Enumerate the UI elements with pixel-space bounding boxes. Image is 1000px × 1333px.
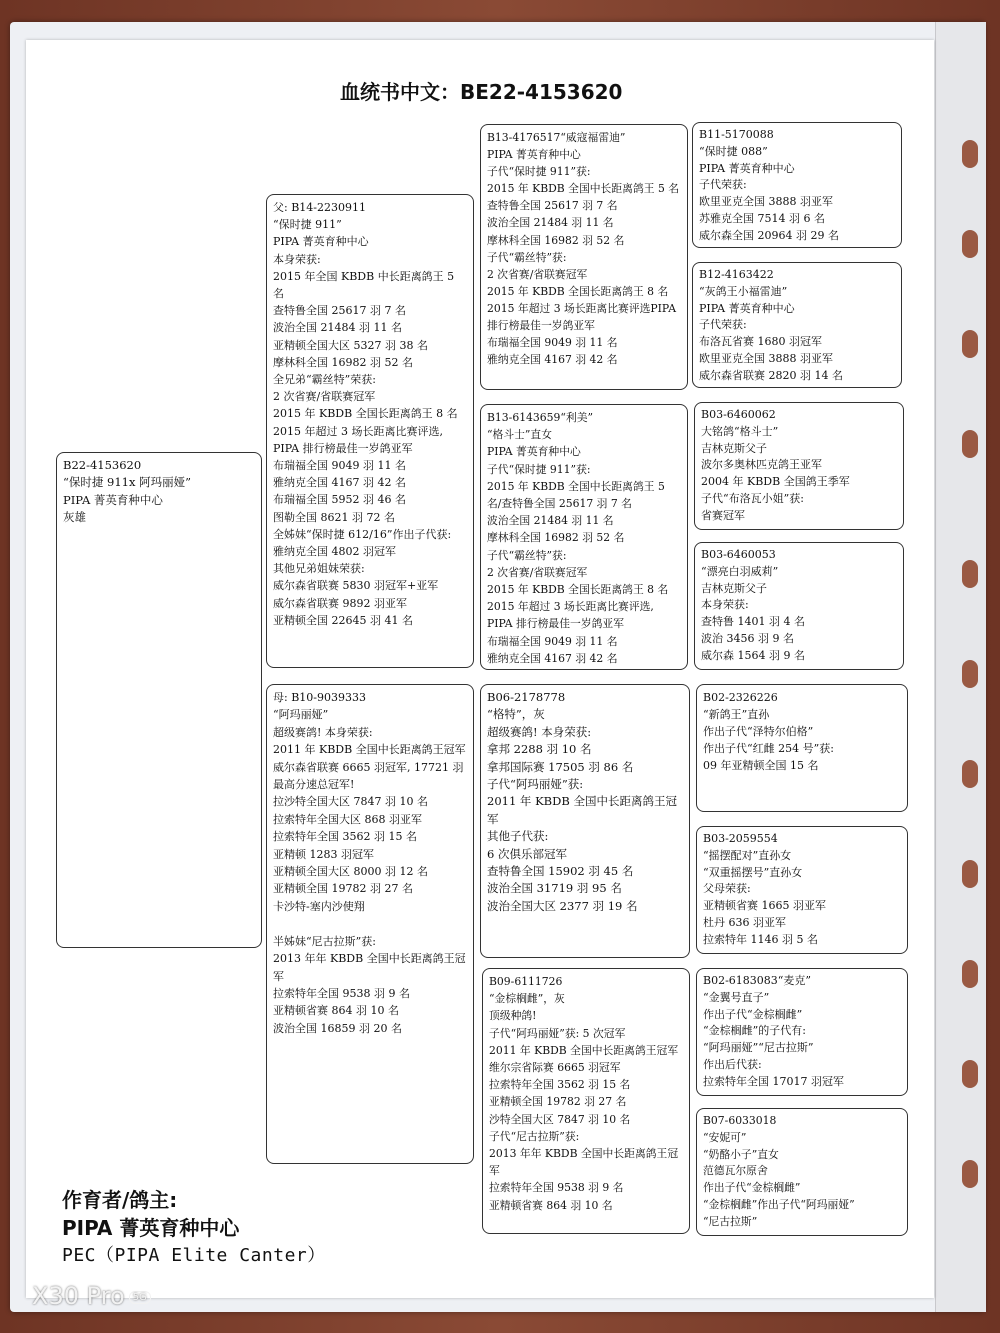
pedigree-line: 威尔森省联赛 5830 羽冠军+亚军 [273, 579, 439, 593]
pedigree-line: 布瑞福全国 9049 羽 11 名 [487, 634, 618, 648]
pedigree-line: B02-2326226 [703, 691, 778, 704]
binder-hole [962, 1060, 978, 1088]
pedigree-line: 欧里亚克全国 3888 羽亚军 [699, 195, 833, 209]
pedigree-line: 欧里亚克全国 3888 羽亚军 [699, 351, 833, 365]
pedigree-line: “格特”，灰 [487, 707, 545, 722]
pedigree-line: “阿玛丽娅” [273, 708, 329, 722]
pedigree-line: B03-6460053 [701, 548, 776, 561]
binder-hole [962, 560, 978, 588]
pedigree-line: 6 次俱乐部冠军 [487, 846, 567, 861]
pedigree-line: 子代“尼古拉斯”获: [489, 1129, 580, 1143]
pedigree-line: PIPA 菁英育种中心 [699, 161, 795, 175]
pedigree-line: 亚精顿全国 19782 羽 27 名 [273, 882, 413, 896]
pedigree-line: B13-6143659“利美” [487, 411, 594, 424]
pedigree-line: 母: B10-9039333 [273, 691, 366, 704]
binder-strip [935, 22, 986, 1312]
pedigree-line: 2 次省赛/省联赛冠军 [273, 390, 376, 404]
pedigree-line: 杜丹 636 羽亚军 [703, 915, 786, 929]
pedigree-line: 拉索特年全国 3562 羽 15 名 [273, 830, 417, 844]
pedigree-line: 拉索特年全国 9538 羽 9 名 [489, 1181, 624, 1195]
pedigree-line: 2 次省赛/省联赛冠军 [487, 267, 588, 281]
pedigree-line: 2015 年 KBDB 全国长距离鸽王 8 名 [487, 583, 669, 597]
pedigree-line: 波治全国 21484 羽 11 名 [273, 321, 402, 335]
pedigree-line: 全兄弟“霸丝特”荣获: [273, 373, 376, 387]
pedigree-line: PIPA 排行榜最佳一岁鸽亚军 [487, 617, 624, 631]
pedigree-line: 2013 年年 KBDB 全国中长距离鸽王冠军 [489, 1147, 679, 1178]
pedigree-line: 2015 年 KBDB 全国长距离鸽王 8 名 [487, 284, 669, 298]
pedigree-line: B02-6183083“麦克” [703, 974, 812, 987]
pedigree-line: B09-6111726 [489, 975, 563, 988]
pedigree-line: 布瑞福全国 9049 羽 11 名 [273, 459, 406, 473]
pedigree-line: 父: B14-2230911 [273, 201, 366, 214]
pedigree-line: PIPA 菁英育种中心 [487, 148, 581, 162]
pedigree-line: 拉沙特全国大区 7847 羽 10 名 [273, 795, 428, 809]
pedigree-line: 半姊妹“尼古拉斯”获: [273, 934, 376, 948]
pedigree-line: “尼古拉斯” [703, 1214, 758, 1228]
breeder-label: 作育者/鸽主: [62, 1188, 178, 1212]
breeder-english-name: PEC（PIPA Elite Canter） [62, 1245, 326, 1266]
pedigree-line: 波治全国 16859 羽 20 名 [273, 1021, 402, 1035]
binder-hole [962, 140, 978, 168]
breeder-name: PIPA 菁英育种中心 [62, 1216, 240, 1240]
pedigree-line: 2 次省赛/省联赛冠军 [487, 565, 588, 579]
pedigree-line: B06-2178778 [487, 690, 566, 704]
pedigree-line: 亚精顿 1283 羽冠军 [273, 847, 374, 861]
pedigree-line: 拉索特年全国 3562 羽 15 名 [489, 1078, 631, 1092]
binder-hole [962, 960, 978, 988]
pedigree-line: B12-4163422 [699, 268, 774, 281]
pedigree-line: 波治 3456 羽 9 名 [701, 631, 794, 645]
pedigree-line: 2004 年 KBDB 全国鸽王季军 [701, 475, 850, 489]
pedigree-line: 子代“保时捷 911”获: [487, 462, 591, 476]
pedigree-line: 2015 年 KBDB 全国中长距离鸽王 5 名/查特鲁全国 25617 羽 7 名 [487, 479, 665, 511]
pedigree-line: “漂亮白羽威莉” [701, 564, 779, 578]
pedigree-line: 雅纳克全国 4167 羽 42 名 [487, 353, 618, 367]
pedigree-line: 波治全国 21484 羽 11 名 [487, 514, 614, 528]
pedigree-line: 吉林克斯父子 [701, 581, 767, 595]
pedigree-line: 子代荣获: [699, 318, 747, 332]
pedigree-line: 雅纳克全国 4167 羽 42 名 [487, 651, 618, 665]
pedigree-line: 布瑞福全国 5952 羽 46 名 [273, 493, 406, 507]
pedigree-line: 亚精顿全国 19782 羽 27 名 [489, 1095, 627, 1109]
subject-box [56, 452, 262, 948]
pedigree-line: 摩林科全国 16982 羽 52 名 [487, 233, 625, 247]
pedigree-line: “安妮可” [703, 1130, 747, 1144]
binder-hole [962, 230, 978, 258]
pedigree-line: 子代“霸丝特”获: [487, 250, 567, 264]
sire-sire-box [480, 124, 688, 390]
pedigree-line: 威尔森省联赛 2820 羽 14 名 [699, 368, 843, 382]
dsd-box [696, 826, 908, 954]
pedigree-line: 2015 年全国 KBDB 中长距离鸽王 5 名 [273, 269, 455, 301]
pedigree-line: 作出后代获: [703, 1057, 762, 1071]
pedigree-line: “金翼号直子” [703, 990, 770, 1004]
sire-dam-box [480, 404, 688, 670]
pedigree-line: 子代“保时捷 911”获: [487, 165, 591, 179]
sds-box [694, 402, 904, 530]
dss-box [696, 684, 908, 812]
pedigree-line: 维尔宗省际赛 6665 羽冠军 [489, 1061, 621, 1075]
pedigree-line: 作出子代“金棕榈雌” [703, 1007, 803, 1021]
dam-box [266, 684, 474, 1164]
pedigree-line: 子代“阿玛丽娅”获: 5 次冠军 [489, 1026, 626, 1040]
pedigree-line: 波治全国大区 2377 羽 19 名 [487, 898, 638, 913]
pedigree-line: 摩林科全国 16982 羽 52 名 [273, 355, 413, 369]
pedigree-line: 亚精顿省赛 1665 羽亚军 [703, 899, 826, 913]
pedigree-line: 拉索特年全国大区 868 羽亚军 [273, 812, 422, 826]
dam-sire-box [480, 684, 690, 958]
dds-box [696, 968, 908, 1096]
sdd-box [694, 542, 904, 670]
pedigree-line: 苏雅克全国 7514 羽 6 名 [699, 211, 825, 225]
pedigree-line: 查特鲁 1401 羽 4 名 [701, 615, 805, 629]
pedigree-line: “保时捷 911” [273, 218, 342, 232]
pedigree-line: 图勒全国 8621 羽 72 名 [273, 510, 395, 524]
pedigree-line: 摩林科全国 16982 羽 52 名 [487, 531, 625, 545]
pedigree-line: 子代“霸丝特”获: [487, 548, 567, 562]
camera-model: X30 Pro [32, 1282, 125, 1310]
pedigree-line: “保时捷 088” [699, 144, 768, 158]
pedigree-line: 威尔森省联赛 9892 羽亚军 [273, 596, 407, 610]
pedigree-line: “阿玛丽娅”“尼古拉斯” [703, 1041, 814, 1055]
pedigree-line: B07-6033018 [703, 1114, 777, 1127]
pedigree-line: 作出子代“泽特尔伯格” [703, 725, 814, 738]
pedigree-line: 2011 年 KBDB 全国中长距离鸽王冠军 [487, 794, 677, 826]
pedigree-line: 子代荣获: [699, 178, 747, 192]
pedigree-line: 2011 年 KBDB 全国中长距离鸽王冠军 [489, 1043, 679, 1057]
pedigree-line: 拉索特年全国 17017 羽冠军 [703, 1074, 844, 1088]
pedigree-line: 超级赛鸽! 本身荣获: [273, 725, 373, 739]
pedigree-line: 威尔森全国 20964 羽 29 名 [699, 228, 839, 242]
pedigree-line: B13-4176517“威寇福雷迪” [487, 131, 626, 144]
pedigree-line: 亚精顿全国 22645 羽 41 名 [273, 613, 413, 627]
binder-hole [962, 1160, 978, 1188]
pedigree-line: “金棕榈雌”作出子代“阿玛丽娅” [703, 1197, 855, 1211]
pedigree-line: 威尔森 1564 羽 9 名 [701, 648, 805, 662]
sss-box [692, 122, 902, 248]
pedigree-line: B03-2059554 [703, 832, 778, 845]
pedigree-line: 省赛冠军 [701, 508, 745, 522]
pedigree-line: 顶级种鸽! [489, 1009, 537, 1023]
pedigree-line: 范德瓦尔原舍 [703, 1164, 768, 1178]
pedigree-line: 本身荣获: [273, 252, 321, 266]
pedigree-line: 吉林克斯父子 [701, 441, 767, 455]
dam-dam-box [482, 968, 690, 1234]
pedigree-line: 波治全国 31719 羽 95 名 [487, 881, 622, 896]
binder-hole [962, 430, 978, 458]
binder-hole [962, 860, 978, 888]
pedigree-line: B22-4153620 [63, 458, 142, 472]
pedigree-line: 作出子代“金棕榈雌” [703, 1181, 801, 1195]
pedigree-line: “格斗士”直女 [487, 428, 553, 442]
pedigree-line: PIPA 排行榜最佳一岁鸽亚军 [273, 441, 413, 455]
pedigree-line: 查特鲁全国 25617 羽 7 名 [273, 304, 406, 318]
binder-hole [962, 760, 978, 788]
pedigree-line: 雅纳克全国 4802 羽冠军 [273, 545, 396, 559]
ssd-box [692, 262, 902, 388]
pedigree-line: 亚精顿省赛 864 羽 10 名 [489, 1198, 613, 1212]
pedigree-line: 超级赛鸽! 本身荣获: [487, 724, 592, 739]
camera-watermark [32, 1282, 151, 1310]
pedigree-line: 波尔多奥林匹克鸽王亚军 [701, 458, 822, 472]
pedigree-line: B11-5170088 [699, 128, 774, 141]
pedigree-line: 拿邦 2288 羽 10 名 [487, 742, 592, 757]
pedigree-line: 布瑞福全国 9049 羽 11 名 [487, 336, 618, 350]
breeder-footer [62, 1186, 462, 1270]
pedigree-line: 2015 年超过 3 场长距离比赛评选, [487, 600, 654, 614]
pedigree-line: 雅纳克全国 4167 羽 42 名 [273, 476, 406, 490]
pedigree-line: 子代“阿玛丽娅”获: [487, 777, 584, 792]
pedigree-line: 威尔森省联赛 6665 羽冠军, 17721 羽最高分速总冠军! [273, 760, 464, 792]
pedigree-line: 亚精顿全国大区 8000 羽 12 名 [273, 865, 428, 879]
pedigree-line: 2015 年超过 3 场长距离比赛评选PIPA 排行榜最佳一岁鸽亚军 [487, 301, 677, 333]
pedigree-line: PIPA 菁英育种中心 [273, 235, 369, 249]
pedigree-line: 2015 年 KBDB 全国中长距离鸽王 5 名 [487, 182, 680, 196]
pedigree-line: “金棕榈雌”，灰 [489, 992, 565, 1006]
pedigree-line: B03-6460062 [701, 408, 776, 421]
pedigree-line: PIPA 菁英育种中心 [699, 301, 795, 315]
pedigree-line: 09 年亚精顿全国 15 名 [703, 759, 819, 772]
page-title: 血统书中文：BE22-4153620 [340, 80, 623, 104]
pedigree-line: PIPA 菁英育种中心 [487, 445, 581, 459]
pedigree-line: “保时捷 911x 阿玛丽娅” [63, 475, 192, 490]
pedigree-line: 作出子代“红雌 254 号”获: [703, 742, 834, 755]
pedigree-line: 2013 年年 KBDB 全国中长距离鸽王冠军 [273, 952, 466, 983]
pedigree-line: 亚精顿全国大区 5327 羽 38 名 [273, 338, 428, 352]
binder-hole [962, 660, 978, 688]
pedigree-line: 大铭鸽“格斗士” [701, 424, 779, 438]
pedigree-line: 2015 年 KBDB 全国长距离鸽王 8 名 [273, 407, 458, 421]
pedigree-line: 2011 年 KBDB 全国中长距离鸽王冠军 [273, 743, 466, 757]
pedigree-line: “奶酪小子”直女 [703, 1147, 779, 1161]
sire-box [266, 194, 474, 668]
pedigree-line: 其他兄弟姐妹荣获: [273, 562, 365, 576]
pedigree-line: 拉索特年全国 9538 羽 9 名 [273, 986, 410, 1000]
pedigree-line: 拉索特年 1146 羽 5 名 [703, 932, 818, 946]
pedigree-line: “摇摆配对”直孙女 [703, 848, 792, 862]
pedigree-line: 亚精顿省赛 864 羽 10 名 [273, 1004, 399, 1018]
pedigree-line: 父母荣获: [703, 882, 751, 896]
pedigree-line: 拿邦国际赛 17505 羽 86 名 [487, 759, 634, 774]
pedigree-line: 查特鲁全国 15902 羽 45 名 [487, 864, 634, 879]
pedigree-line: “灰鸽王小福雷迪” [699, 284, 788, 298]
network-badge: 5G [129, 1291, 151, 1304]
pedigree-line: 其他子代获: [487, 829, 549, 844]
ddd-box [696, 1108, 908, 1236]
pedigree-line: “新鸽王”直孙 [703, 708, 770, 721]
pedigree-line: 全姊妹“保时捷 612/16”作出子代获: [273, 527, 452, 541]
binder-hole [962, 330, 978, 358]
pedigree-line: 灰雄 [63, 510, 86, 525]
pedigree-line: 子代“布洛瓦小姐”获: [701, 491, 804, 505]
pedigree-line: 布洛瓦省赛 1680 羽冠军 [699, 335, 822, 349]
pedigree-line: 2015 年超过 3 场长距离比赛评选, [273, 424, 443, 438]
pedigree-line: 查特鲁全国 25617 羽 7 名 [487, 199, 618, 213]
pedigree-line: PIPA 菁英育种中心 [63, 492, 163, 507]
pedigree-line: 沙特全国大区 7847 羽 10 名 [489, 1112, 631, 1126]
pedigree-line: 波治全国 21484 羽 11 名 [487, 216, 614, 230]
pedigree-line: 卡沙特-塞内沙使翔 [273, 899, 365, 913]
pedigree-line: “双重摇摆号”直孙女 [703, 865, 803, 879]
pedigree-line [273, 915, 467, 932]
pedigree-line: 本身荣获: [701, 598, 749, 612]
pedigree-line: “金棕榈雌”的子代有: [703, 1024, 806, 1038]
